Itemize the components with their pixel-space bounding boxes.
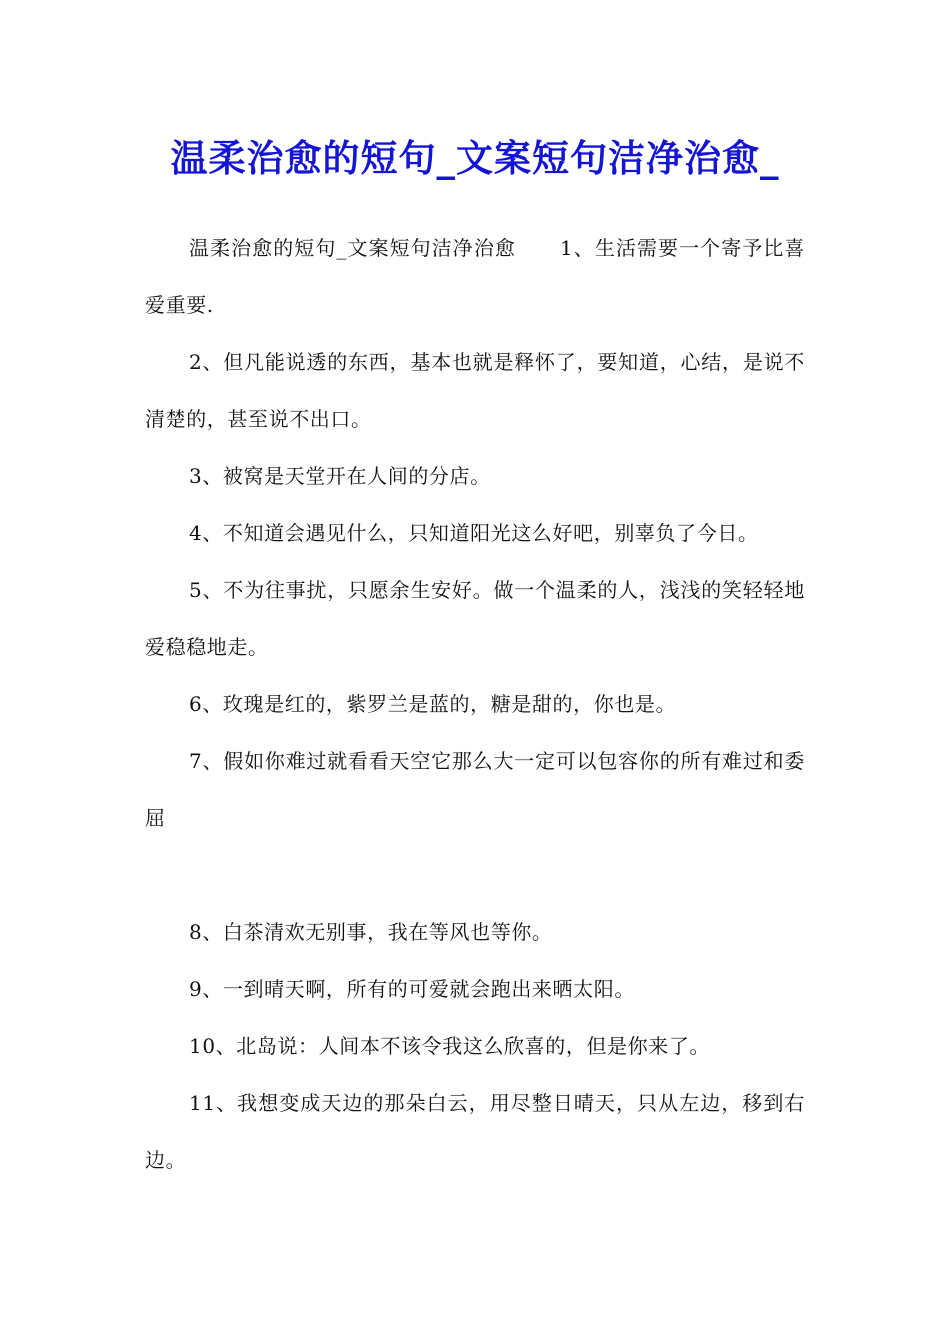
paragraph-8: 8、白茶清欢无别事，我在等风也等你。	[189, 920, 553, 944]
paragraph-1	[145, 220, 805, 334]
paragraph-10: 10、北岛说：人间本不该令我这么欣喜的，但是你来了。	[189, 1034, 711, 1058]
item-1: 1、生活需要一个寄予比喜爱重要.	[145, 236, 805, 317]
paragraph-11: 11、我想变成天边的那朵白云，用尽整日晴天，只从左边，移到右边。	[145, 1091, 805, 1172]
document-body	[145, 220, 805, 1189]
paragraph-4: 4、不知道会遇见什么，只知道阳光这么好吧，别辜负了今日。	[189, 521, 759, 545]
paragraph-7: 7、假如你难过就看看天空它那么大一定可以包容你的所有难过和委屈	[145, 749, 805, 830]
blank-line	[145, 847, 805, 904]
document-title: 温柔治愈的短句_文案短句洁净治愈_	[170, 136, 780, 180]
paragraph-2: 2、但凡能说透的东西，基本也就是释怀了，要知道，心结，是说不清楚的，甚至说不出口。	[145, 350, 805, 431]
paragraph-9: 9、一到晴天啊，所有的可爱就会跑出来晒太阳。	[189, 977, 635, 1001]
paragraph-6: 6、玫瑰是红的，紫罗兰是蓝的，糖是甜的，你也是。	[189, 692, 677, 716]
paragraph-5: 5、不为往事扰，只愿余生安好。做一个温柔的人，浅浅的笑轻轻地爱稳稳地走。	[145, 578, 805, 659]
paragraph-3: 3、被窝是天堂开在人间的分店。	[189, 464, 491, 488]
intro-heading: 温柔治愈的短句_文案短句洁净治愈	[189, 236, 516, 260]
